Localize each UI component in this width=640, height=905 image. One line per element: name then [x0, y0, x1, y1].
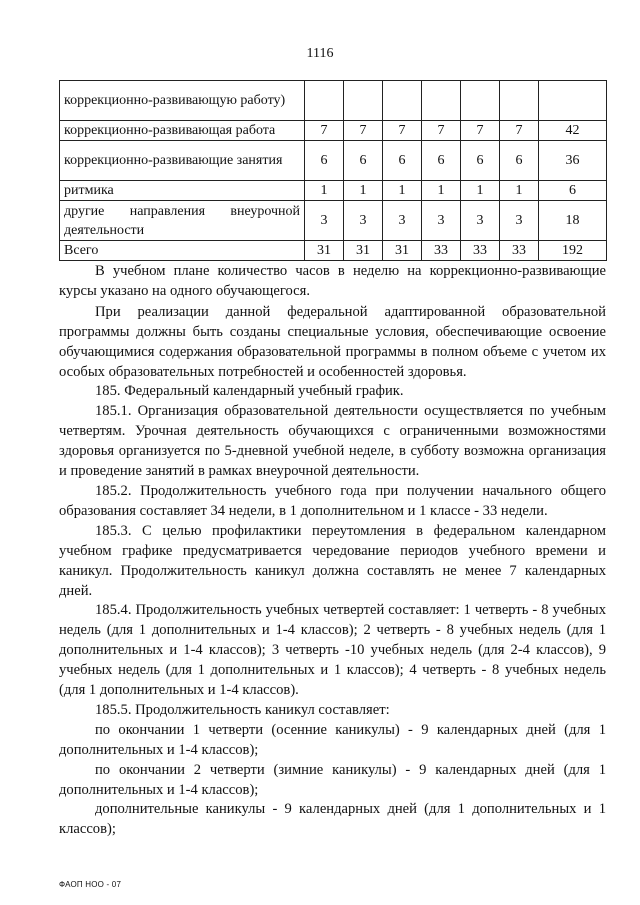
hours-cell: 7: [422, 121, 461, 141]
row-label: коррекционно-развивающая работа: [60, 121, 305, 141]
hours-cell: 3: [344, 201, 383, 241]
row-label: другие направления внеурочной деятельности: [60, 201, 305, 241]
hours-cell: [422, 81, 461, 121]
hours-cell: 7: [461, 121, 500, 141]
paragraph: 185.2. Продолжительность учебного года при получении начального общего образования составляет 34 недели, в 1 дополнительном и 1 классе - 33 недели.: [59, 482, 606, 519]
hours-cell: [344, 81, 383, 121]
hours-cell: 1: [383, 181, 422, 201]
hours-cell: 6: [461, 141, 500, 181]
table-row: [60, 81, 607, 121]
row-label: коррекционно-развивающую работу): [60, 81, 305, 121]
table-row: [60, 121, 607, 141]
hours-cell: 6: [344, 141, 383, 181]
table-row: [60, 241, 607, 261]
row-total-cell: [539, 81, 607, 121]
hours-cell: 6: [305, 141, 344, 181]
row-label: коррекционно-развивающие занятия: [60, 141, 305, 181]
page-number: 1116: [306, 46, 334, 61]
row-label: ритмика: [60, 181, 305, 201]
paragraph: При реализации данной федеральной адаптированной образовательной программы должны быть созданы специальные условия, обеспечивающие освоение обучающимися содержания образовательной программы в полном объеме с учетом их особых образовательных потребностей и особенностей здоровья.: [59, 303, 606, 380]
hours-cell: 31: [344, 241, 383, 261]
paragraph: 185.5. Продолжительность каникул составляет:: [95, 701, 390, 718]
hours-cell: 1: [461, 181, 500, 201]
hours-cell: 6: [422, 141, 461, 181]
hours-cell: [461, 81, 500, 121]
hours-cell: 33: [422, 241, 461, 261]
hours-cell: 3: [305, 201, 344, 241]
hours-cell: 7: [383, 121, 422, 141]
hours-cell: 6: [383, 141, 422, 181]
row-total-cell: 6: [539, 181, 607, 201]
hours-cell: 7: [500, 121, 539, 141]
hours-cell: 31: [305, 241, 344, 261]
table-row: [60, 201, 607, 241]
hours-cell: 33: [461, 241, 500, 261]
paragraph: 185.1. Организация образовательной деятельности осуществляется по учебным четвертям. Урочная деятельность обучающихся с ограниченными возможностями здоровья организуется по 5-дневной учебной неделе, в субботу возможна организация и проведение занятий в рамках внеурочной деятельности.: [59, 403, 606, 480]
hours-cell: 1: [344, 181, 383, 201]
hours-cell: 31: [383, 241, 422, 261]
hours-cell: 3: [383, 201, 422, 241]
hours-cell: 1: [422, 181, 461, 201]
hours-cell: 3: [461, 201, 500, 241]
row-total-cell: 42: [539, 121, 607, 141]
table-row: [60, 181, 607, 201]
paragraph: дополнительные каникулы - 9 календарных дней (для 1 дополнительных и 1 классов);: [59, 801, 606, 838]
hours-cell: 1: [305, 181, 344, 201]
row-label: Всего: [60, 241, 305, 261]
paragraph: по окончании 2 четверти (зимние каникулы) - 9 календарных дней (для 1 дополнительных и 1-4 классов);: [59, 761, 606, 798]
paragraph: 185.3. С целью профилактики переутомления в федеральном календарном учебном графике предусматривается чередование периодов учебного времени и каникул. Продолжительность каникул должна составлять не менее 7 календарных дней.: [59, 522, 606, 599]
row-total-cell: 36: [539, 141, 607, 181]
hours-cell: [305, 81, 344, 121]
document-code: ФАОП НОО - 07: [59, 880, 122, 889]
paragraph: В учебном плане количество часов в неделю на коррекционно-развивающие курсы указано на одного обучающегося.: [59, 263, 606, 299]
hours-cell: 1: [500, 181, 539, 201]
hours-table: [59, 80, 607, 261]
hours-cell: 3: [422, 201, 461, 241]
table-row: [60, 141, 607, 181]
hours-cell: 33: [500, 241, 539, 261]
section-heading: 185. Федеральный календарный учебный график.: [95, 383, 404, 400]
hours-cell: 6: [500, 141, 539, 181]
hours-cell: [500, 81, 539, 121]
row-total-cell: 18: [539, 201, 607, 241]
row-total-cell: 192: [539, 241, 607, 261]
paragraph: по окончании 1 четверти (осенние каникулы) - 9 календарных дней (для 1 дополнительных и 1-4 классов);: [59, 721, 606, 758]
hours-cell: 7: [344, 121, 383, 141]
paragraph: 185.4. Продолжительность учебных четвертей составляет: 1 четверть - 8 учебных недель (для 1 дополнительных и 1-4 классов); 2 четверть - 8 учебных недель (для 1 дополнительных и 1-4 классов); 3 четверть -10 учебных недель (для 2-4 классов), 9 учебных недель (для 1 дополнительных и 1 классов); 4 четверть - 8 учебных недель (для 1 дополнительных и 1-4 классов).: [59, 602, 606, 699]
hours-cell: 7: [305, 121, 344, 141]
hours-cell: 3: [500, 201, 539, 241]
hours-cell: [383, 81, 422, 121]
body-text: [59, 262, 606, 840]
